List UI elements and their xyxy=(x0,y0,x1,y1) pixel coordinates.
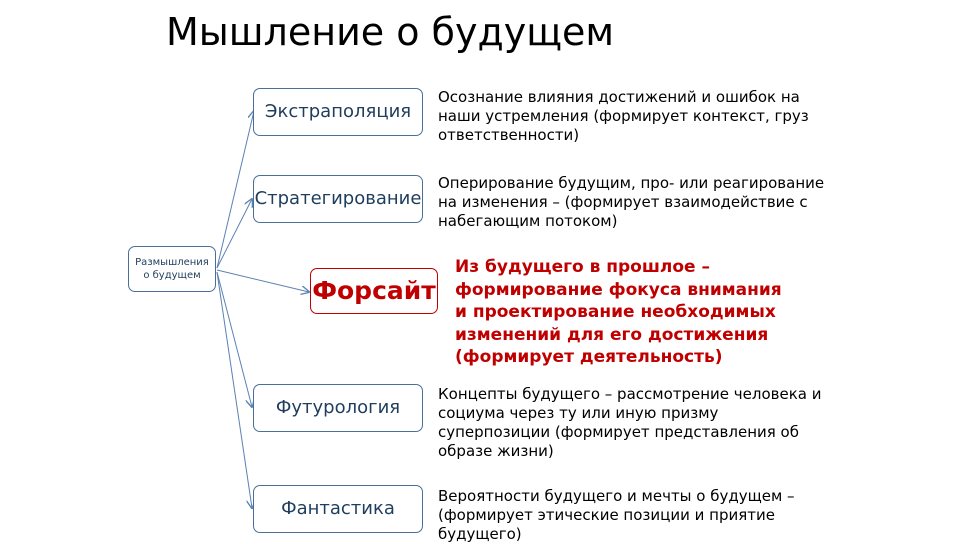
node-futurology xyxy=(253,384,423,432)
description-extrapolation: Осознание влияния достижений и ошибок на наши устремления (формирует контекст, груз ответственности) xyxy=(438,88,809,144)
description-strategizing: Оперирование будущим, про- или реагирование на изменения – (формирует взаимодействие с набегающим потоком) xyxy=(438,174,825,230)
description-futurology: Концепты будущего – рассмотрение человека и социума через ту или иную призму суперпозиции (формирует представления об образе жизни) xyxy=(438,385,822,460)
description-foresight: Из будущего в прошлое – формирование фокуса внимания и проектирование необходимых изменений для его достижения (формирует деятельность) xyxy=(455,257,782,367)
node-label: Стратегирование xyxy=(254,188,422,209)
root-node-label: Размышления о будущем xyxy=(135,257,209,281)
page-title: Мышление о будущем xyxy=(166,10,615,54)
node-extrapolation xyxy=(253,88,423,136)
node-foresight xyxy=(310,268,438,314)
arrow-to-strategizing xyxy=(217,199,252,268)
root-node xyxy=(128,246,216,292)
node-label: Форсайт xyxy=(312,276,436,305)
node-label: Экстраполяция xyxy=(264,101,412,122)
arrow-to-foresight xyxy=(217,270,309,292)
node-strategizing xyxy=(253,175,423,223)
arrow-to-extrapolation xyxy=(217,111,254,268)
node-label: Футурология xyxy=(275,397,401,418)
arrow-to-fiction xyxy=(217,272,252,508)
node-label: Фантастика xyxy=(281,498,395,519)
node-fiction xyxy=(253,485,423,533)
description-fiction: Вероятности будущего и мечты о будущем – (формирует этические позиции и приятие будущего) xyxy=(438,487,795,543)
